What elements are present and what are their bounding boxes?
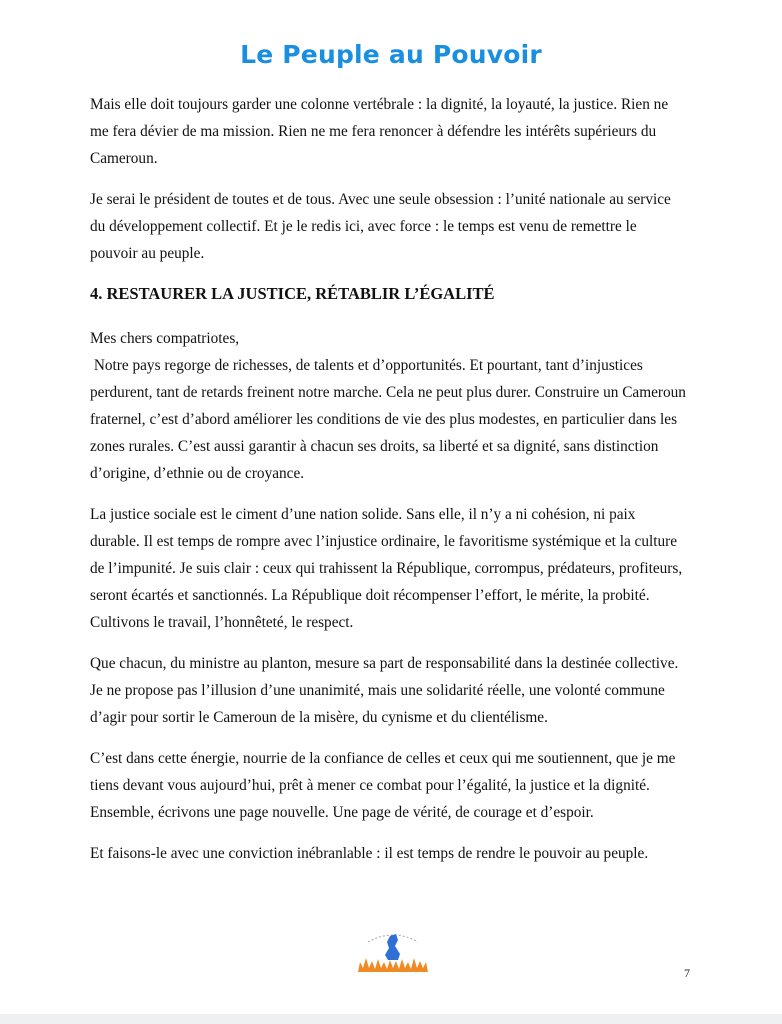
cameroon-map-flames-logo-icon (354, 924, 432, 974)
text-line: Je ne propose pas l’illusion d’une unanimité, mais une solidarité réelle, une volonté commune (90, 682, 665, 699)
text-line: de l’impunité. Je suis clair : ceux qui trahissent la République, corrompus, prédateurs, profiteurs, (90, 560, 683, 577)
section-paragraph-1 (90, 325, 695, 487)
text-line: Mais elle doit toujours garder une colonne vertébrale : la dignité, la loyauté, la justice. Rien ne (90, 96, 669, 113)
text-line: zones rurales. C’est aussi garantir à chacun ses droits, sa liberté et sa dignité, sans distinction (90, 438, 659, 455)
text-line: fraternel, c’est d’abord améliorer les conditions de vie des plus modestes, en particulier dans les (90, 411, 678, 428)
text-line: Ensemble, écrivons une page nouvelle. Une page de vérité, de courage et d’espoir. (90, 804, 594, 821)
text-line: me fera dévier de ma mission. Rien ne me fera renoncer à défendre les intérêts supérieurs du (90, 123, 657, 140)
section-paragraph-4 (90, 745, 695, 826)
text-line: Et faisons-le avec une conviction inébranlable : il est temps de rendre le pouvoir au peuple. (90, 845, 649, 862)
text-line: pouvoir au peuple. (90, 245, 205, 262)
section-heading: 4. RESTAURER LA JUSTICE, RÉTABLIR L’ÉGALITÉ (90, 284, 495, 303)
text-line: Cultivons le travail, l’honnêteté, le respect. (90, 614, 354, 631)
section-paragraph-5 (90, 840, 695, 867)
text-line: La justice sociale est le ciment d’une nation solide. Sans elle, il n’y a ni cohésion, ni paix (90, 506, 636, 523)
section-paragraph-3 (90, 650, 695, 731)
running-header-title: Le Peuple au Pouvoir (240, 40, 542, 69)
paragraph-2 (90, 186, 695, 267)
section-paragraph-2 (90, 501, 695, 636)
page-number: 7 (684, 966, 690, 980)
text-line: d’origine, d’ethnie ou de croyance. (90, 465, 305, 482)
paragraph-1 (90, 91, 695, 172)
text-line: durable. Il est temps de rompre avec l’injustice ordinaire, le favoritisme systémique et la culture (90, 533, 678, 550)
text-line: d’agir pour sortir le Cameroun de la misère, du cynisme et du clientélisme. (90, 709, 548, 726)
page-bottom-edge (0, 1014, 782, 1024)
text-line: du développement collectif. Et je le redis ici, avec force : le temps est venu de remettre le (90, 218, 637, 235)
page-content (90, 91, 695, 881)
text-line: Mes chers compatriotes, (90, 330, 240, 347)
text-line: Cameroun. (90, 150, 158, 167)
text-line: seront écartés et sanctionnés. La République doit récompenser l’effort, le mérite, la probité. (90, 587, 650, 604)
text-line: tiens devant vous aujourd’hui, prêt à mener ce combat pour l’égalité, la justice et la dignité. (90, 777, 650, 794)
text-line: Je serai le président de toutes et de tous. Avec une seule obsession : l’unité nationale au service (90, 191, 671, 208)
text-line: C’est dans cette énergie, nourrie de la confiance de celles et ceux qui me soutiennent, que je me (90, 750, 676, 767)
text-line: perdurent, tant de retards freinent notre marche. Cela ne peut plus durer. Construire un Cameroun (90, 384, 686, 401)
text-line: Notre pays regorge de richesses, de talents et d’opportunités. Et pourtant, tant d’injustices (90, 357, 643, 374)
text-line: Que chacun, du ministre au planton, mesure sa part de responsabilité dans la destinée collective. (90, 655, 679, 672)
